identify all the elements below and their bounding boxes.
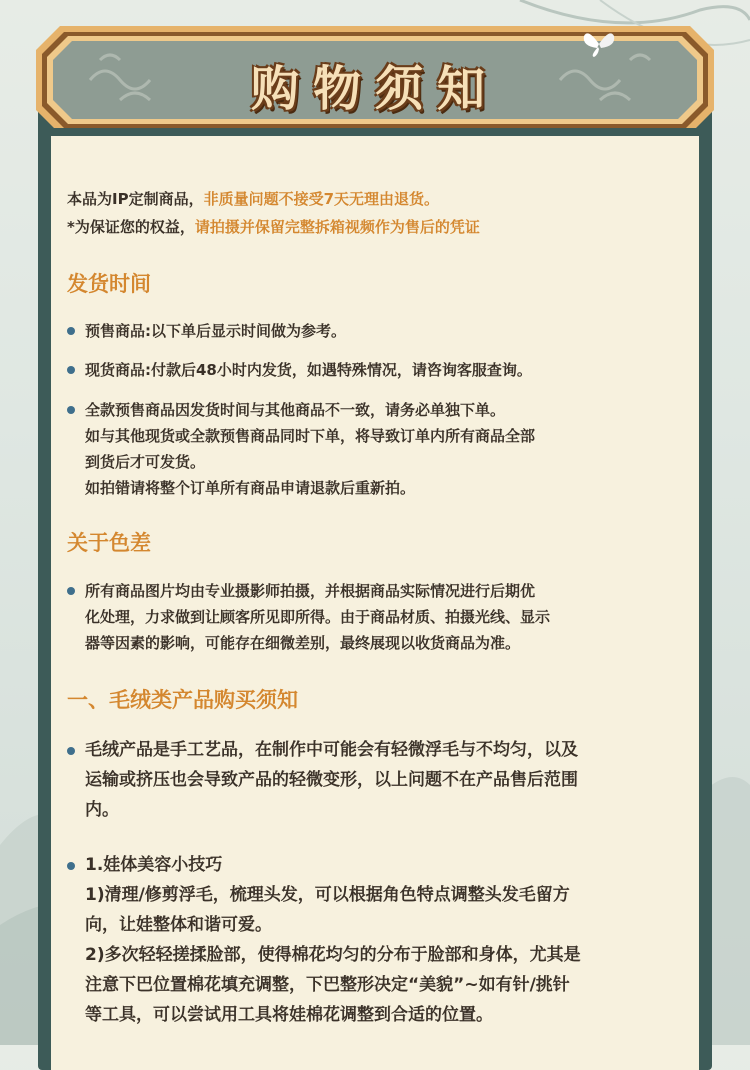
list-item-text: 预售商品:以下单后显示时间做为参考。 [85, 322, 347, 340]
list-item [67, 318, 667, 344]
notice-line-2-plain: *为保证您的权益， [67, 218, 195, 236]
list-item [67, 357, 667, 383]
notice-line-1-plain: 本品为IP定制商品， [67, 190, 204, 208]
list-item-line: 注意下巴位置棉花填充调整，下巴整形决定“美貌”~如有针/挑针 [85, 975, 570, 995]
list-item-line: 所有商品图片均由专业摄影师拍摄，并根据商品实际情况进行后期优 [85, 582, 536, 600]
list-item [67, 397, 667, 501]
list-item-line: 如拍错请将整个订单所有商品申请退款后重新拍。 [85, 479, 416, 497]
list-item-line: 毛绒产品是手工艺品，在制作中可能会有轻微浮毛与不均匀，以及 [85, 740, 578, 760]
list-item [67, 578, 667, 656]
list-item-line: 1)清理/修剪浮毛，梳理头发，可以根据角色特点调整头发毛留方 [85, 885, 570, 905]
list-item-text: 现货商品:付款后48小时内发货，如遇特殊情况，请咨询客服查询。 [85, 361, 532, 379]
list-item-line: 1.娃体美容小技巧 [85, 855, 223, 875]
butterfly-icon [582, 28, 616, 58]
list-item-line: 到货后才可发货。 [85, 453, 206, 471]
list-item-line: 全款预售商品因发货时间与其他商品不一致，请务必单独下单。 [85, 401, 506, 419]
notice-line-1 [67, 185, 687, 213]
list-item-line: 等工具，可以尝试用工具将娃棉花调整到合适的位置。 [85, 1005, 493, 1025]
list-item [67, 850, 667, 1030]
list-item-line: 2)多次轻轻搓揉脸部，使得棉花均匀的分布于脸部和身体，尤其是 [85, 945, 581, 965]
list-item [67, 735, 667, 825]
section-title-shipping: 发货时间 [67, 272, 151, 296]
notice-line-2 [67, 213, 687, 241]
list-item-line: 器等因素的影响，可能存在细微差别，最终展现以收货商品为准。 [85, 634, 521, 652]
page-title: 购物须知 [250, 61, 499, 117]
list-item-line: 向，让娃整体和谐可爱。 [85, 915, 272, 935]
list-item-line: 运输或挤压也会导致产品的轻微变形，以上问题不在产品售后范围 [85, 770, 578, 790]
list-item-line: 如与其他现货或全款预售商品同时下单，将导致订单内所有商品全部 [85, 427, 536, 445]
header-plaque [30, 20, 720, 140]
list-item-line: 内。 [85, 800, 119, 820]
section-title-plush: 一、毛绒类产品购买须知 [67, 688, 298, 712]
content-area [67, 185, 687, 241]
list-item-line: 化处理，力求做到让顾客所见即所得。由于商品材质、拍摄光线、显示 [85, 608, 551, 626]
notice-line-2-highlight: 请拍摄并保留完整拆箱视频作为售后的凭证 [194, 218, 480, 236]
section-title-color: 关于色差 [67, 531, 151, 555]
notice-line-1-highlight: 非质量问题不接受7天无理由退货。 [203, 190, 440, 208]
